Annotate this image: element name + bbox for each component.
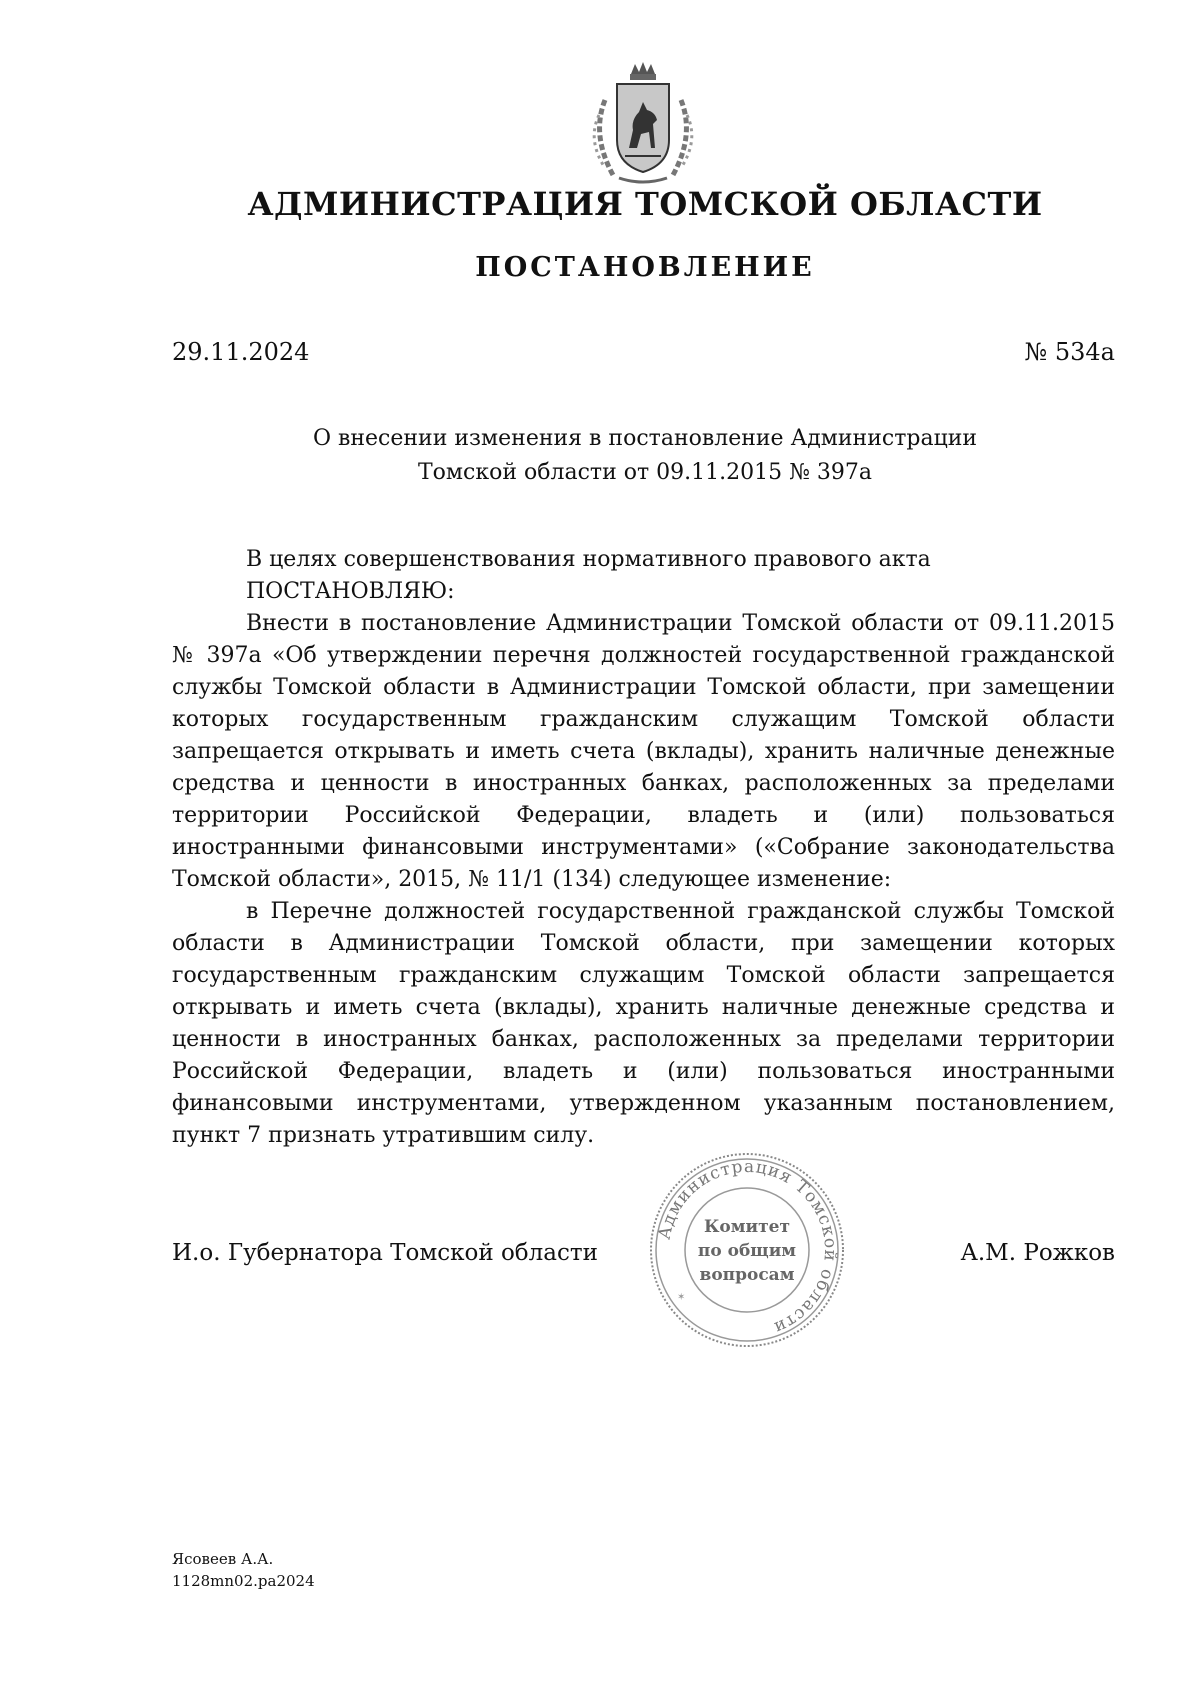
document-number: № 534а [1024,338,1115,366]
seal-ring-text: Администрация Томской области [654,1156,841,1338]
subject-line-2: Томской области от 09.11.2015 № 397а [417,460,873,485]
document-subject [300,422,990,490]
official-seal [647,1150,847,1350]
tomsk-coat-of-arms-icon [583,60,703,190]
seal-center-line-1: Комитет [703,1217,791,1237]
emblem [583,60,703,190]
signatory-name: А.М. Рожков [960,1240,1115,1266]
subject-line-1: О внесении изменения в постановление Администрации [312,426,978,451]
document-type: ПОСТАНОВЛЕНИЕ [475,252,815,283]
body-paragraph-resolve: ПОСТАНОВЛЯЮ: [246,579,455,604]
seal-stamp-icon [647,1150,847,1350]
body-paragraph-amendment: Внести в постановление Администрации Томской области от 09.11.2015 № 397а «Об утверждении перечня должностей государственной гражданской службы Томской области в Администрации Томской области, при замещении которых государственным гражданским служащим Томской области запрещается открывать и иметь счета (вклады), хранить наличные денежные средства и ценности в иностранных банках, расположенных за пределами территории Российской Федерации, владеть и (или) пользоваться иностранными финансовыми инструментами» («Собрание законодательства Томской области», 2015, № 11/1 (134) следующее изменение: [172,611,1115,892]
body-paragraph-purpose: В целях совершенствования нормативного правового акта [246,547,931,572]
seal-center-line-2: по общим [697,1241,797,1261]
document-footer [172,1548,315,1592]
body-paragraph-change: в Перечне должностей государственной гражданской службы Томской области в Администрации Томской области, при замещении которых государственным гражданским служащим Томской области запрещается открывать и иметь счета (вклады), хранить наличные денежные средства и ценности в иностранных банках, расположенных за пределами территории Российской Федерации, владеть и (или) пользоваться иностранными финансовыми инструментами, утвержденном указанным постановлением, пункт 7 признать утратившим силу. [172,899,1115,1148]
seal-center-line-3: вопросам [699,1265,795,1285]
organization-title: АДМИНИСТРАЦИЯ ТОМСКОЙ ОБЛАСТИ [247,185,1043,223]
executor-name: Ясовеев А.А. [172,1550,274,1568]
seal-star-icon: ✶ [677,1292,686,1303]
document-date: 29.11.2024 [172,338,310,366]
file-code: 1128mn02.pa2024 [172,1572,315,1590]
signatory-position: И.о. Губернатора Томской области [172,1240,598,1266]
document-body [172,544,1115,1152]
